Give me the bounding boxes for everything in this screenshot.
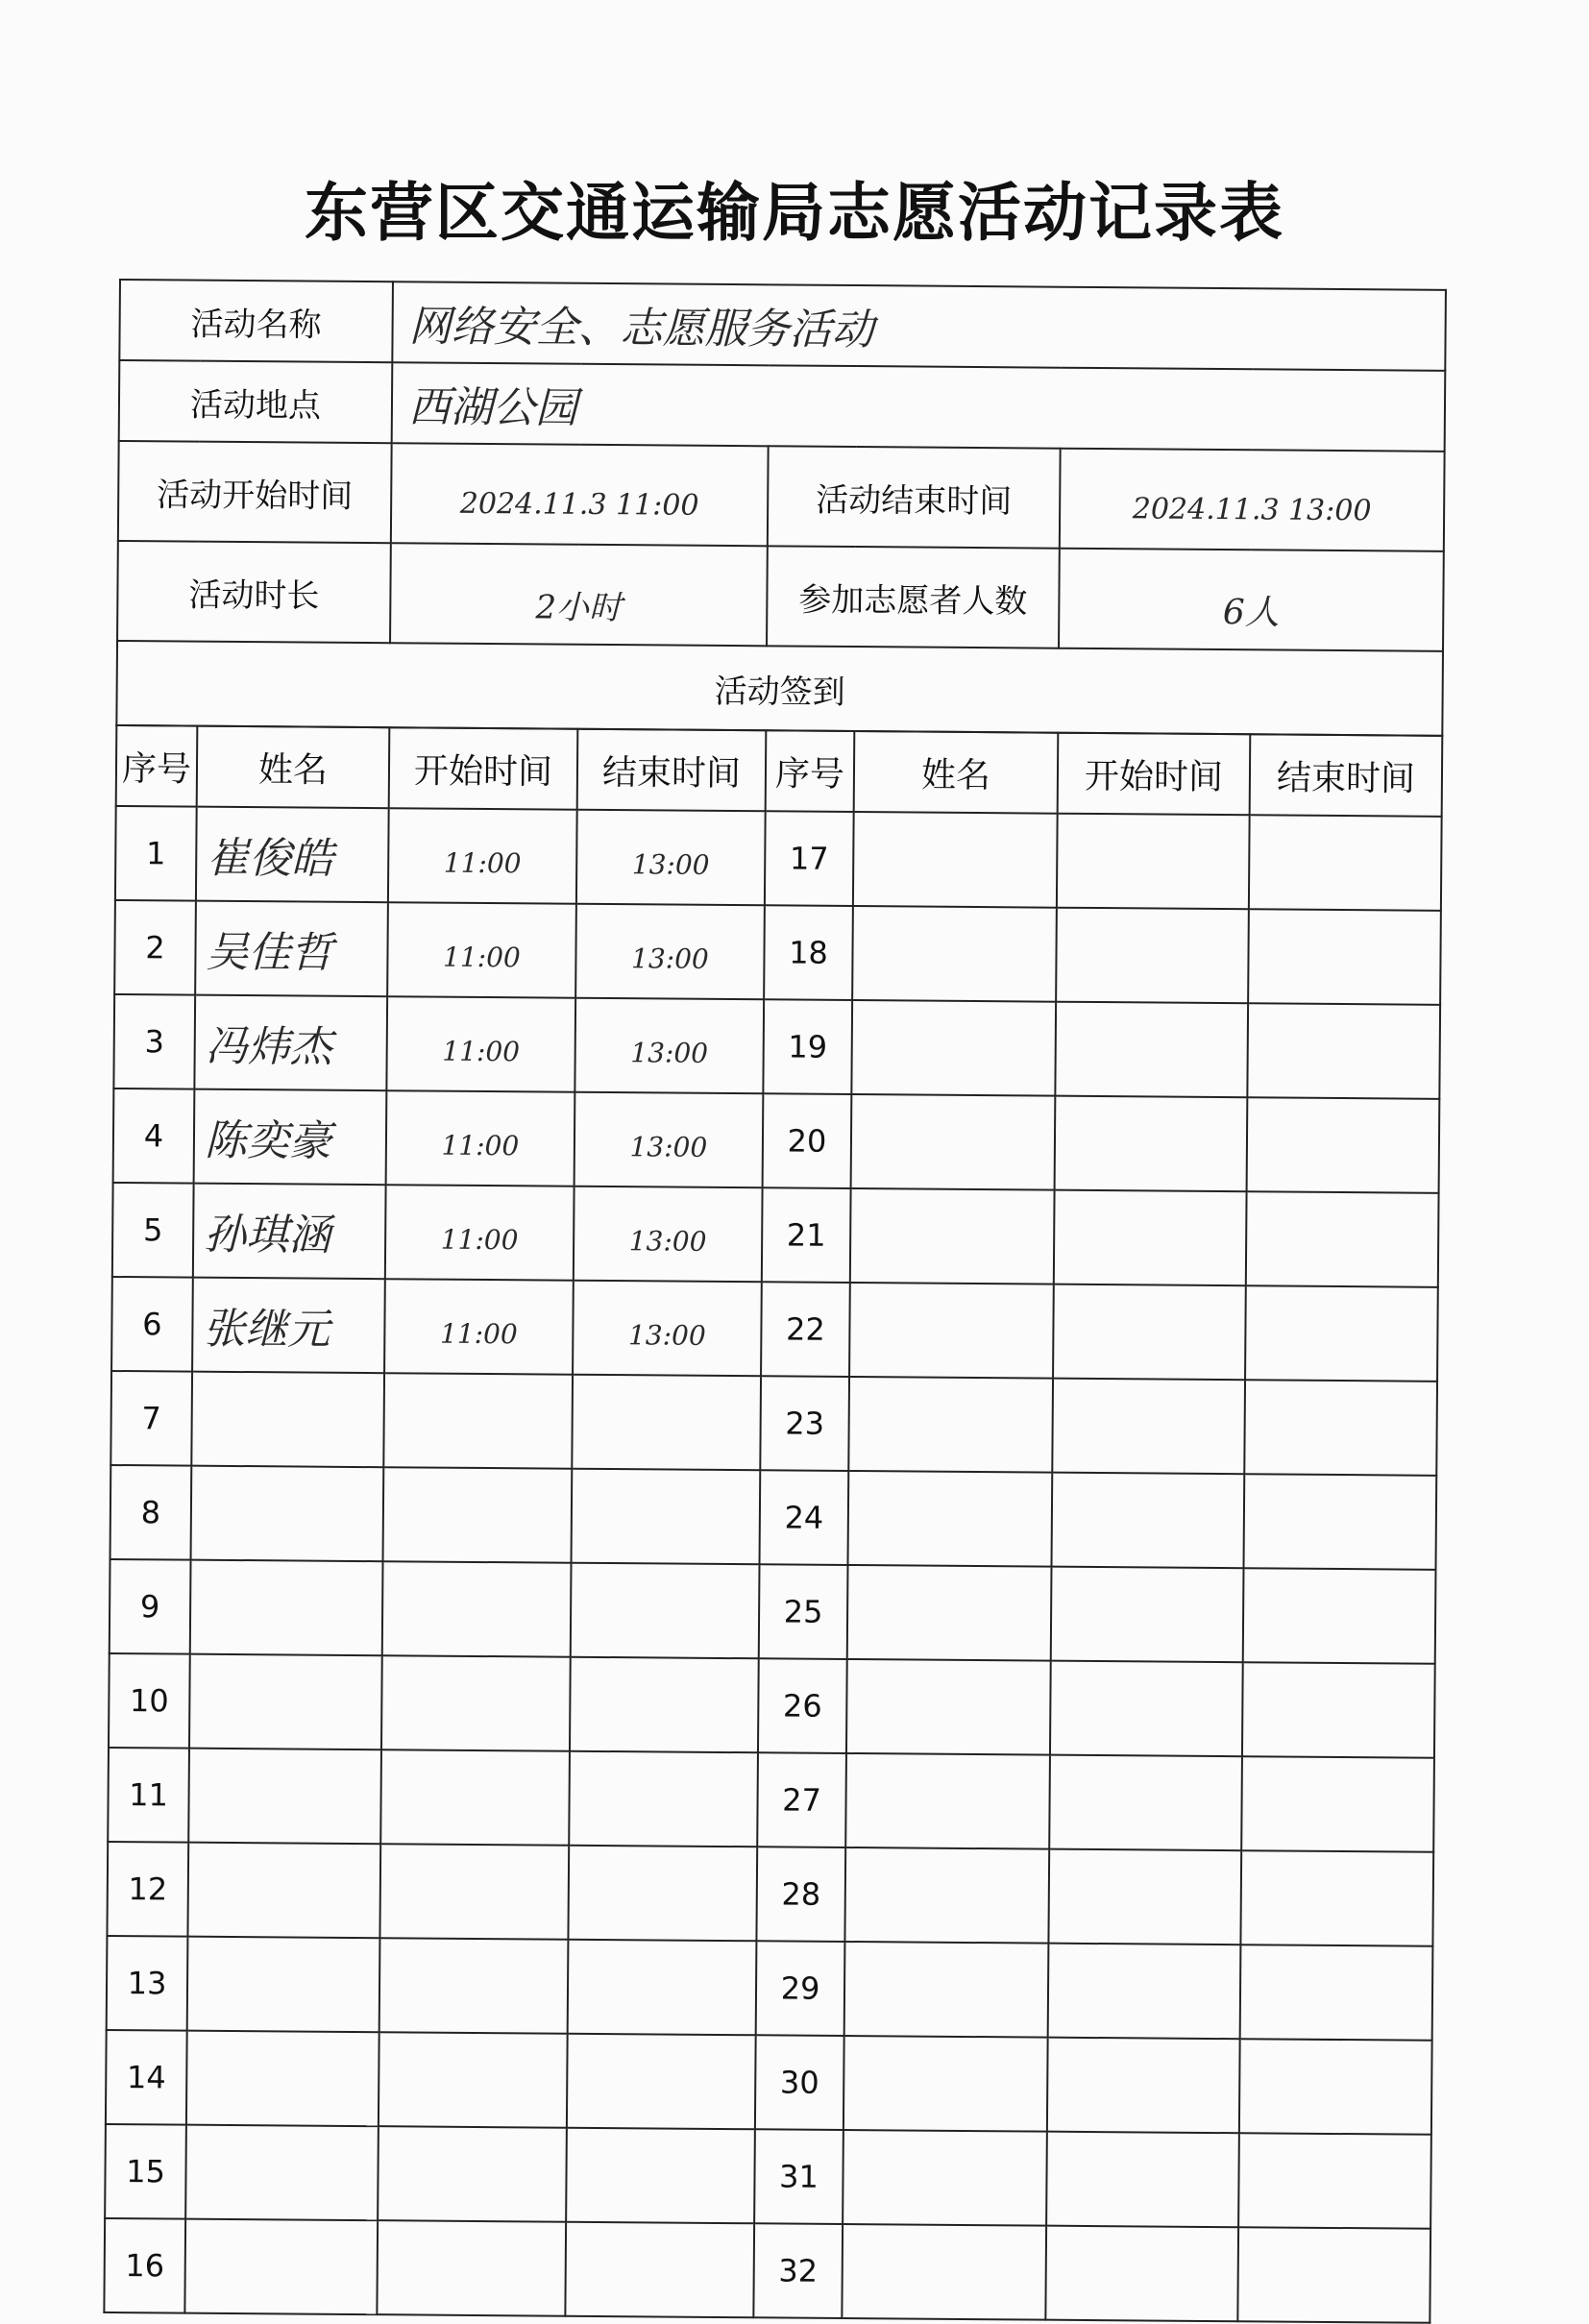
location-value: 西湖公园 [392, 362, 1446, 452]
end-time-cell: 13:00 [574, 1186, 763, 1283]
end-time-cell [1240, 1850, 1433, 1946]
end-time-cell [570, 1657, 759, 1753]
seq-cell: 2 [114, 900, 196, 995]
end-time-cell [1248, 909, 1441, 1005]
signin-table [103, 724, 1443, 2324]
start-time-cell [383, 1467, 573, 1563]
end-time-cell [1243, 1568, 1436, 1664]
end-time-value: 2024.11.3 13:00 [1060, 449, 1445, 551]
volunteer-name-cell [187, 1937, 380, 2033]
seq-cell: 12 [107, 1842, 188, 1937]
header-start-left: 开始时间 [389, 727, 578, 810]
start-time-cell [382, 1561, 572, 1657]
volunteer-name-cell [848, 1471, 1053, 1567]
volunteer-name-cell [188, 1749, 381, 1845]
end-time-cell [565, 2222, 754, 2318]
seq-cell: 18 [764, 905, 853, 1000]
end-time-cell [1239, 2039, 1432, 2135]
seq-cell: 31 [754, 2129, 843, 2224]
end-time-cell [572, 1375, 761, 1471]
header-seq-left: 序号 [116, 725, 198, 807]
volunteer-name-cell [846, 1659, 1051, 1755]
volunteer-name-cell: 崔俊皓 [196, 807, 389, 903]
signin-body [104, 806, 1441, 2323]
end-time-cell: 13:00 [576, 810, 766, 906]
volunteer-name-cell: 陈奕豪 [194, 1089, 387, 1186]
table-row [109, 1653, 1435, 1758]
signin-header-row [116, 725, 1443, 817]
table-row [111, 1277, 1438, 1382]
volunteer-name-cell [844, 1847, 1049, 1944]
start-time-cell [1056, 908, 1249, 1004]
end-time-cell [1241, 1756, 1434, 1852]
end-time-cell [568, 1846, 757, 1942]
end-time-cell [1244, 1380, 1437, 1476]
seq-cell: 3 [113, 994, 195, 1089]
header-name-left: 姓名 [197, 726, 390, 809]
seq-cell: 16 [104, 2218, 185, 2313]
table-row [115, 806, 1442, 911]
end-time-cell [1245, 1285, 1438, 1382]
end-time-cell [1238, 2133, 1431, 2229]
end-time-cell [1247, 1003, 1440, 1099]
volunteer-name-cell [845, 1753, 1050, 1849]
seq-cell: 1 [115, 806, 197, 901]
volunteer-name-cell [848, 1377, 1053, 1473]
volunteer-name-cell [842, 2224, 1046, 2320]
start-time-cell [1051, 1567, 1244, 1663]
start-time-cell: 11:00 [386, 996, 575, 1092]
start-time-cell [1048, 1849, 1241, 1945]
start-time-cell: 11:00 [386, 1090, 575, 1186]
seq-cell: 20 [763, 1093, 852, 1188]
volunteer-name-cell: 吴佳哲 [195, 901, 388, 997]
table-row [107, 1842, 1433, 1946]
seq-cell: 13 [107, 1936, 188, 2031]
start-time-cell [383, 1373, 573, 1469]
page-title: 东营区交通运输局志愿活动记录表 [305, 176, 1284, 250]
volunteer-name-cell: 张继元 [192, 1278, 385, 1374]
header-seq-right: 序号 [766, 730, 855, 812]
end-time-cell [566, 2128, 755, 2224]
seq-cell: 6 [111, 1277, 193, 1372]
start-time-cell [1045, 2226, 1238, 2322]
table-row [106, 2030, 1432, 2135]
time-row [118, 441, 1445, 551]
start-time-cell [1049, 1755, 1242, 1851]
seq-cell: 26 [758, 1658, 847, 1753]
table-row [113, 1089, 1440, 1193]
duration-label: 活动时长 [117, 541, 391, 643]
signin-section-row [116, 641, 1443, 736]
seq-cell: 17 [765, 811, 854, 906]
volunteer-count-value: 6人 [1059, 549, 1444, 651]
seq-cell: 5 [112, 1183, 194, 1278]
signin-section-label: 活动签到 [116, 641, 1443, 736]
volunteer-name-cell [847, 1565, 1052, 1661]
start-time-label: 活动开始时间 [118, 441, 392, 543]
start-time-cell [379, 1938, 569, 2034]
start-time-cell: 11:00 [388, 808, 577, 904]
seq-cell: 22 [761, 1282, 850, 1377]
start-time-cell [1046, 2132, 1239, 2228]
seq-cell: 8 [110, 1465, 192, 1560]
end-time-cell [571, 1563, 760, 1659]
seq-cell: 21 [762, 1187, 851, 1283]
seq-cell: 30 [755, 2035, 844, 2130]
volunteer-name-cell [187, 1843, 380, 1939]
volunteer-name-cell [186, 2031, 379, 2127]
volunteer-name-cell [853, 812, 1058, 908]
start-time-cell: 11:00 [385, 1185, 574, 1281]
seq-cell: 24 [760, 1470, 849, 1565]
table-row [107, 1936, 1433, 2041]
header-end-right: 结束时间 [1250, 734, 1443, 817]
table-row [110, 1371, 1437, 1476]
start-time-cell [1053, 1284, 1246, 1381]
volunteer-name-cell [850, 1188, 1055, 1284]
table-row [105, 2124, 1431, 2229]
volunteer-name-cell [843, 2036, 1048, 2132]
seq-cell: 19 [763, 999, 852, 1094]
table-row [104, 2218, 1430, 2323]
seq-cell: 9 [110, 1559, 191, 1654]
volunteer-name-cell [191, 1372, 384, 1468]
seq-cell: 32 [753, 2223, 843, 2318]
end-time-cell [572, 1469, 761, 1565]
seq-cell: 4 [113, 1089, 195, 1184]
volunteer-name-cell: 孙琪涵 [193, 1184, 386, 1280]
seq-cell: 10 [109, 1653, 190, 1749]
activity-name-label: 活动名称 [119, 280, 393, 362]
volunteer-name-cell [852, 906, 1057, 1002]
seq-cell: 11 [108, 1748, 189, 1843]
volunteer-name-cell: 冯炜杰 [194, 995, 387, 1091]
header-end-left: 结束时间 [577, 729, 767, 812]
activity-name-value: 网络安全、志愿服务活动 [392, 281, 1446, 371]
end-time-cell [567, 2034, 756, 2130]
end-time-cell: 13:00 [574, 1092, 764, 1188]
seq-cell: 14 [106, 2030, 187, 2125]
start-time-value: 2024.11.3 11:00 [391, 443, 769, 546]
volunteer-name-cell [190, 1560, 383, 1656]
volunteer-name-cell [189, 1654, 382, 1750]
volunteer-name-cell [851, 1000, 1056, 1096]
seq-cell: 27 [757, 1752, 846, 1847]
table-row [110, 1465, 1437, 1570]
seq-cell: 29 [756, 1941, 845, 2036]
end-time-cell [1246, 1191, 1439, 1287]
end-time-cell [1243, 1474, 1436, 1570]
seq-cell: 23 [760, 1376, 849, 1471]
duration-row [117, 541, 1444, 651]
table-row [108, 1748, 1434, 1852]
seq-cell: 28 [756, 1847, 845, 1942]
end-time-cell [1247, 1097, 1440, 1193]
start-time-cell [381, 1655, 571, 1751]
start-time-cell [378, 2126, 567, 2222]
start-time-cell [379, 1844, 569, 1940]
volunteer-name-cell [849, 1283, 1054, 1379]
activity-info-table [115, 279, 1447, 737]
location-label: 活动地点 [119, 360, 393, 443]
start-time-cell [1052, 1473, 1245, 1569]
duration-value: 2小时 [390, 543, 768, 646]
end-time-cell: 13:00 [574, 998, 764, 1094]
location-row [119, 360, 1446, 452]
end-time-cell [568, 1940, 757, 2036]
start-time-cell [1057, 814, 1250, 910]
volunteer-name-cell [844, 1942, 1049, 2038]
start-time-cell [1054, 1190, 1247, 1286]
seq-cell: 25 [759, 1564, 848, 1659]
start-time-cell [379, 2032, 568, 2128]
end-time-cell [1242, 1662, 1435, 1758]
end-time-cell [1237, 2227, 1430, 2323]
start-time-cell: 11:00 [387, 902, 576, 998]
table-row [114, 900, 1441, 1005]
start-time-cell [377, 2220, 566, 2316]
volunteer-name-cell [843, 2130, 1047, 2226]
start-time-cell [1047, 2038, 1240, 2134]
start-time-cell [1052, 1379, 1245, 1475]
volunteer-name-cell [191, 1466, 384, 1562]
record-sheet [103, 279, 1464, 2324]
header-name-right: 姓名 [854, 731, 1059, 814]
end-time-cell [1240, 1945, 1433, 2041]
start-time-cell: 11:00 [384, 1279, 574, 1375]
end-time-cell [569, 1751, 758, 1847]
end-time-cell: 13:00 [573, 1281, 762, 1377]
table-row [113, 994, 1440, 1099]
end-time-cell: 13:00 [575, 904, 765, 1000]
end-time-label: 活动结束时间 [768, 446, 1061, 548]
start-time-cell [1050, 1661, 1243, 1757]
volunteer-name-cell [185, 2125, 379, 2221]
end-time-cell [1249, 815, 1442, 911]
table-row [110, 1559, 1436, 1664]
volunteer-name-cell [184, 2219, 378, 2315]
seq-cell: 15 [105, 2124, 186, 2219]
volunteer-count-label: 参加志愿者人数 [767, 546, 1060, 648]
table-row [112, 1183, 1439, 1287]
volunteer-name-cell [851, 1094, 1056, 1190]
start-time-cell [1055, 1002, 1248, 1098]
activity-name-row [119, 280, 1446, 371]
start-time-cell [380, 1749, 570, 1846]
header-start-right: 开始时间 [1058, 733, 1251, 816]
start-time-cell [1048, 1944, 1241, 2040]
seq-cell: 7 [110, 1371, 192, 1466]
start-time-cell [1055, 1096, 1248, 1192]
